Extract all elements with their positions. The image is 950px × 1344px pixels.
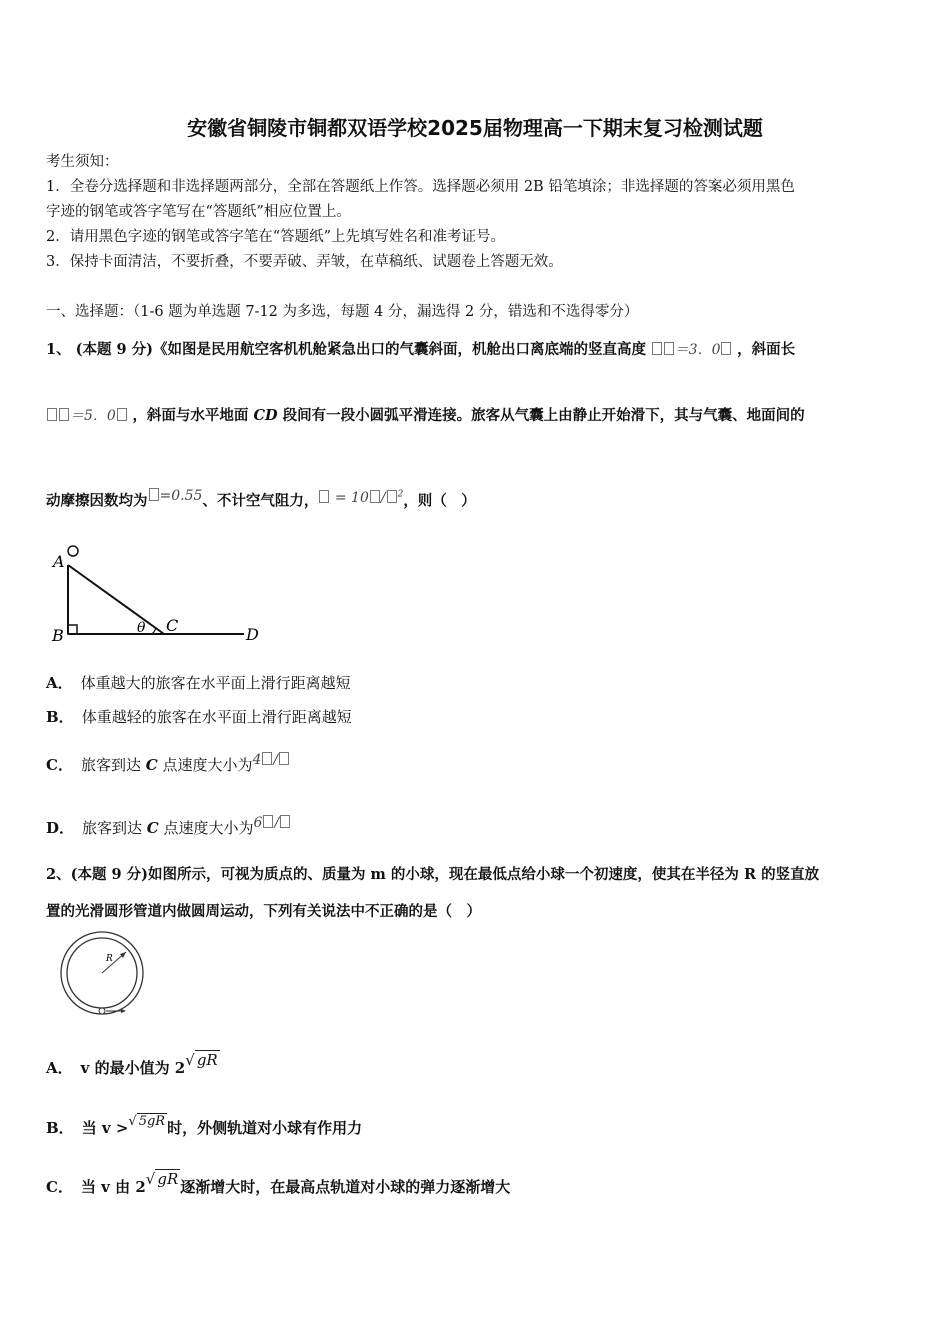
q2-line-2: 置的光滑圆形管道内做圆周运动，下列有关说法中不正确的是（ ）: [46, 903, 481, 920]
notice-item-1-line-1: 1．全卷分选择题和非选择题两部分，全部在答题纸上作答。选择题必须用 2B 铅笔填涂；非选择题的答案必须用黑色: [46, 179, 795, 195]
mu-formula: =0.55: [148, 488, 203, 504]
notice-heading: 考生须知：: [46, 154, 119, 170]
notice-item-2: 2．请用黑色字迹的钢笔或答字笔在“答题纸”上先填写姓名和准考证号。: [46, 229, 506, 245]
label-A: A: [53, 552, 65, 571]
sqrt-5gR-b: √ 5gR: [128, 1114, 166, 1129]
length-formula: ＝5．0: [46, 408, 128, 424]
incline-diagram: [48, 543, 268, 647]
q2-option-b[interactable]: B． 当 v >√ 5gR 时，外侧轨道对小球有作用力: [46, 1114, 363, 1137]
page-title: 安徽省铜陵市铜都双语学校2025届物理高一下期末复习检测试题: [187, 116, 763, 140]
q1-option-d[interactable]: D． 旅客到达 C 点速度大小为6 /: [46, 817, 291, 838]
g-formula: = 10 / $^2$: [318, 490, 403, 506]
radius-label: R: [106, 954, 113, 964]
sqrt-gR-a: √ gR: [185, 1051, 218, 1069]
label-C: C: [166, 616, 179, 635]
q2-option-c[interactable]: C． 当 v 由 2√ gR 逐渐增大时，在最高点轨道对小球的弹力逐渐增大: [46, 1170, 511, 1196]
notice-item-3: 3．保持卡面清洁，不要折叠，不要弄破、弄皱，在草稿纸、试题卷上答题无效。: [46, 254, 563, 270]
height-formula: ＝3．0: [651, 342, 733, 358]
q1-stem-start: 1、 (本题 9 分)《如图是民用航空客机机舱紧急出口的气囊斜面，机舱出口离底端的竖直高度: [46, 341, 647, 358]
q1-line-1: 1、 (本题 9 分)《如图是民用航空客机机舱紧急出口的气囊斜面，机舱出口离底端的竖直高度 ＝3．0 ，斜面长: [46, 341, 796, 358]
label-theta: θ: [137, 620, 146, 636]
label-B: B: [52, 626, 64, 645]
q1-option-b[interactable]: B． 体重越轻的旅客在水平面上滑行距离越短: [46, 708, 352, 726]
circular-track-diagram: [58, 930, 150, 1018]
speed-value-c: 4 /: [252, 752, 290, 768]
speed-value-d: 6 /: [254, 815, 292, 831]
q1-option-a[interactable]: A． 体重越大的旅客在水平面上滑行距离越短: [46, 674, 351, 692]
section-heading: 一、选择题：（1-6 题为单选题 7-12 为多选，每题 4 分，漏选得 2 分，错选和不选得零分）: [46, 304, 639, 320]
q1-option-c[interactable]: C． 旅客到达 C 点速度大小为4 /: [46, 754, 290, 775]
label-D: D: [246, 625, 259, 644]
sqrt-gR-c: √ gR: [145, 1170, 179, 1188]
q1-line-3: 动摩擦因数均为 =0.55、不计空气阻力， = 10 / $^2$，则（ ）: [46, 487, 476, 510]
notice-item-1-line-2: 字迹的钢笔或答字笔写在“答题纸”相应位置上。: [46, 204, 351, 220]
q2-option-a[interactable]: A． v 的最小值为 2√ gR: [46, 1051, 218, 1077]
q1-line-2: ＝5．0 ，斜面与水平地面 CD 段间有一段小圆弧平滑连接。旅客从气囊上由静止开始滑下，其与气囊、地面间的: [46, 406, 805, 426]
q2-line-1: 2、(本题 9 分)如图所示，可视为质点的、质量为 m 的小球，现在最低点给小球一个初速度，使其在半径为 R 的竖直放: [46, 866, 820, 883]
